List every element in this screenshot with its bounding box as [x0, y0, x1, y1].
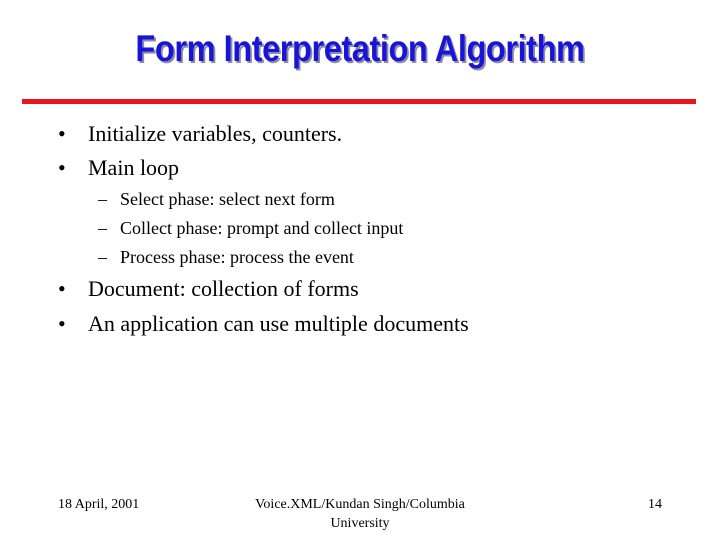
- bullet-marker: •: [58, 276, 66, 301]
- bullet-marker: •: [58, 155, 66, 180]
- footer-date: 18 April, 2001: [58, 497, 140, 512]
- sub-bullet-marker: –: [98, 218, 107, 238]
- bullet-text: Initialize variables, counters.: [88, 121, 343, 146]
- bullet-text: An application can use multiple documents: [88, 311, 469, 336]
- bullet-text: Main loop: [88, 155, 180, 180]
- slide-title: Form Interpretation Algorithm: [135, 28, 585, 69]
- bullet-marker: •: [58, 121, 66, 146]
- page-number: 14: [648, 497, 662, 512]
- bullet-marker: •: [58, 311, 66, 336]
- sub-bullet-text: Select phase: select next form: [120, 189, 335, 209]
- title-divider: [22, 99, 696, 104]
- sub-bullet-text: Collect phase: prompt and collect input: [120, 218, 404, 238]
- sub-bullet-text: Process phase: process the event: [120, 247, 354, 267]
- sub-bullet-marker: –: [98, 189, 107, 209]
- footer-credit: Voice.XML/Kundan Singh/Columbia University: [255, 497, 465, 531]
- bullet-text: Document: collection of forms: [88, 276, 359, 301]
- sub-bullet-marker: –: [98, 247, 107, 267]
